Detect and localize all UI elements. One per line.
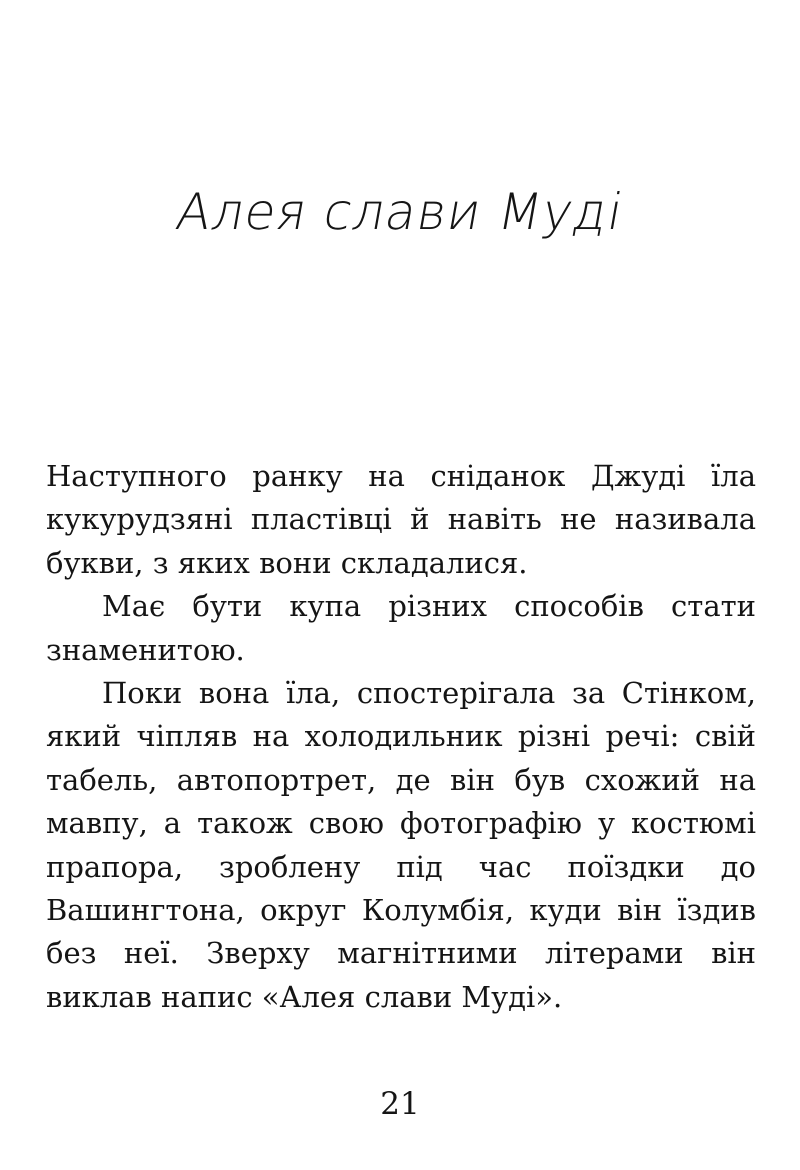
paragraph-2: Має бути купа різних способів стати знаменитою. bbox=[46, 589, 756, 667]
page-number: 21 bbox=[380, 1086, 420, 1122]
paragraph-3: Поки вона їла, спостерігала за Стінком, який чіпляв на холодильник різні речі: свій табель, автопортрет, де він був схожий на мавпу, а також свою фотографію у костюмі прапора, зроблену під час поїздки до Вашингтона, округ Колумбія, куди він їздив без неї. Зверху магнітними літерами він виклав напис «Алея слави Муді». bbox=[46, 676, 756, 1014]
body-text bbox=[46, 455, 756, 1019]
chapter-title: Алея слави Муді bbox=[171, 183, 629, 241]
paragraph-1: Наступного ранку на сніданок Джуді їла кукурудзяні пластівці й навіть не називала букви, з яких вони складалися. bbox=[46, 459, 756, 580]
